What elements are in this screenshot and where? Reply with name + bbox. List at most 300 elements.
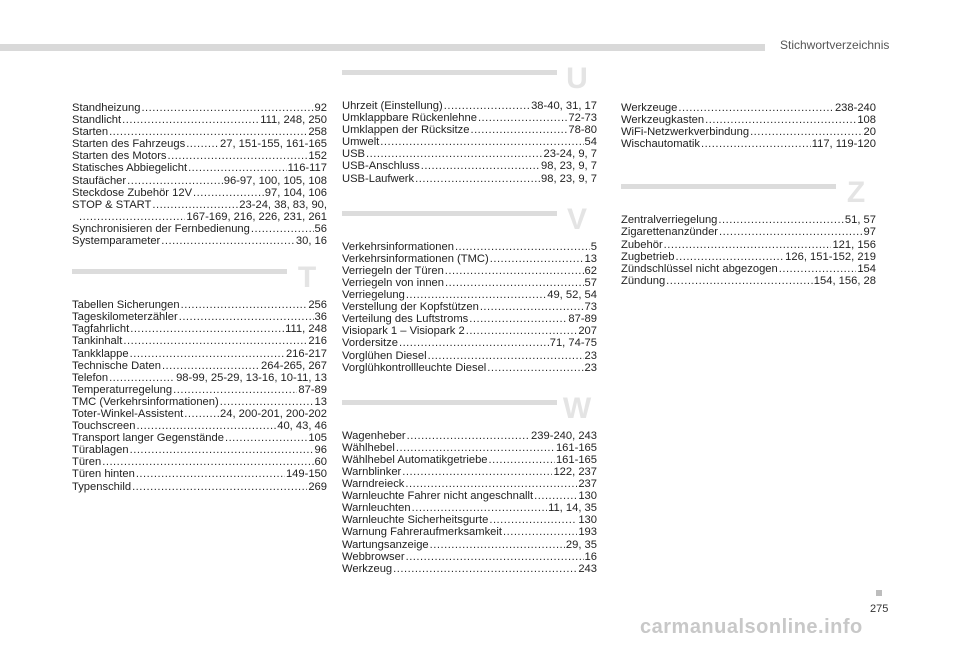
entry-term: Vorglühkontrollleuchte Diesel (342, 361, 487, 374)
section-header (621, 176, 876, 214)
entry-term: Wählhebel (342, 441, 395, 454)
entry-term: Verriegeln von innen (342, 276, 445, 289)
index-entry (72, 299, 327, 311)
section-rule (621, 184, 836, 189)
entry-page-refs: 96 (314, 444, 327, 457)
entry-term: Vorglühen Diesel (342, 349, 427, 362)
dot-leader (534, 490, 577, 502)
dot-leader (184, 408, 219, 420)
dot-leader (406, 289, 546, 301)
dot-leader (455, 241, 590, 253)
index-entry (621, 126, 876, 138)
entry-page-refs: 149-150 (285, 468, 327, 481)
entry-page-refs: 98, 23, 9, 7 (541, 172, 597, 185)
index-entry (342, 313, 597, 325)
index-entry (342, 454, 597, 466)
entry-term: Verstellung der Kopfstützen (342, 301, 479, 314)
entry-page-refs: 239-240, 243 (531, 429, 597, 442)
entry-term: Starten des Fahrzeugs (72, 138, 186, 151)
index-entry (342, 173, 597, 185)
entry-term: Warnleuchten (342, 502, 411, 515)
index-entry (342, 362, 597, 374)
index-entry (72, 223, 327, 235)
index-entry (72, 384, 327, 396)
dot-leader (470, 124, 567, 136)
entry-term: Typenschild (72, 480, 132, 493)
dot-leader (428, 350, 584, 362)
dot-leader (705, 114, 856, 126)
entry-page-refs: 117, 119-120 (811, 138, 876, 151)
index-entry (72, 126, 327, 138)
index-entry (72, 444, 327, 456)
entry-page-refs: 5 (590, 240, 597, 253)
entry-page-refs: 87-89 (568, 313, 597, 326)
entry-page-refs: 13 (584, 252, 597, 265)
dot-leader (402, 466, 552, 478)
dot-leader (466, 325, 578, 337)
dot-leader (132, 481, 307, 493)
entry-page-refs: 98-99, 25-29, 13-16, 10-11, 13 (176, 371, 327, 384)
entry-page-refs: 87-89 (298, 383, 327, 396)
entry-term: Synchronisieren der Fernbedienung (72, 222, 250, 235)
entry-page-refs: 16 (584, 550, 597, 563)
entry-term: Warnung Fahreraufmerksamkeit (342, 526, 502, 539)
index-entry (72, 199, 327, 211)
index-entry (72, 102, 327, 114)
index-entry (621, 226, 876, 238)
entry-term: STOP & START (72, 198, 152, 211)
index-section-u (342, 62, 597, 185)
index-entry (342, 112, 597, 124)
index-section-v (342, 202, 597, 374)
entry-term: Türen (72, 456, 102, 469)
dot-leader (162, 360, 260, 372)
index-entry (72, 114, 327, 126)
entry-term: TMC (Verkehrsinformationen) (72, 395, 219, 408)
entry-page-refs: 152 (308, 150, 327, 163)
index-entry (342, 337, 597, 349)
index-entry (342, 442, 597, 454)
section-header (342, 62, 597, 100)
index-entry (342, 241, 597, 253)
entry-page-refs: 97, 104, 106 (264, 186, 327, 199)
entry-page-refs: 38-40, 31, 17 (531, 100, 597, 112)
index-entry (72, 175, 327, 187)
index-entry (342, 100, 597, 112)
index-entry (342, 430, 597, 442)
dot-leader (220, 396, 314, 408)
dot-leader (719, 226, 863, 238)
entry-page-refs: 116-117 (287, 162, 327, 175)
dot-leader (168, 150, 308, 162)
entry-page-refs: 23 (584, 361, 597, 374)
index-section-z (621, 176, 876, 287)
dot-leader (188, 162, 287, 174)
entry-term: Warnblinker (342, 465, 402, 478)
dot-leader (130, 348, 285, 360)
entry-page-refs: 36 (314, 311, 327, 324)
entry-term: Standheizung (72, 102, 141, 114)
dot-leader (123, 335, 307, 347)
dot-leader (130, 323, 284, 335)
header-rule (0, 44, 765, 51)
index-entry (342, 350, 597, 362)
entry-page-refs: 161-165 (555, 441, 597, 454)
entry-term: Technische Daten (72, 359, 161, 372)
dot-leader (393, 563, 577, 575)
dot-leader (421, 160, 540, 172)
section-letter: V (566, 202, 587, 236)
index-entry (72, 372, 327, 384)
dot-leader (489, 454, 555, 466)
index-entry (72, 348, 327, 360)
entry-term: Steckdose Zubehör 12V (72, 186, 193, 199)
dot-leader (179, 311, 314, 323)
section-header (342, 391, 597, 430)
index-entry (72, 468, 327, 480)
entry-term: Werkzeug (342, 562, 393, 575)
entry-term: Verriegeln der Türen (342, 264, 444, 277)
page-number: 275 (870, 603, 889, 615)
entry-page-refs: 72-73 (568, 112, 597, 125)
entry-page-refs: 216-217 (285, 347, 327, 360)
entry-term: Werkzeuge (621, 102, 678, 114)
entry-page-refs: 57 (584, 276, 597, 289)
entry-page-refs: 20 (863, 126, 876, 139)
dot-leader (445, 265, 584, 277)
index-entry (342, 148, 597, 160)
dot-leader (701, 138, 811, 150)
index-entry-list (72, 299, 327, 493)
entry-page-refs: 207 (578, 325, 597, 338)
section-letter: W (562, 391, 592, 425)
entry-term: Tabellen Sicherungen (72, 299, 180, 312)
dot-leader (489, 514, 577, 526)
entry-page-refs: 130 (578, 490, 597, 503)
entry-page-refs: 54 (584, 136, 597, 149)
index-entry (342, 539, 597, 551)
dot-leader (469, 313, 567, 325)
entry-page-refs: 264-265, 267 (261, 359, 327, 372)
dot-leader (152, 199, 238, 211)
entry-page-refs: 126, 151-152, 219 (785, 250, 876, 263)
dot-leader (225, 432, 307, 444)
entry-term: Werkzeugkasten (621, 114, 705, 127)
dot-leader (406, 551, 584, 563)
index-entry (72, 360, 327, 372)
entry-term: Umwelt (342, 136, 380, 149)
section-letter: U (566, 62, 588, 95)
index-entry-list (342, 241, 597, 374)
entry-page-refs: 111, 248, 250 (260, 114, 327, 127)
index-entry (342, 466, 597, 478)
watermark: carmanualsonline.info (640, 616, 863, 638)
dot-leader (430, 539, 565, 551)
entry-term: Zigarettenanzünder (621, 226, 719, 239)
entry-term: Toter-Winkel-Assistent (72, 407, 184, 420)
entry-term: USB-Anschluss (342, 160, 420, 173)
dot-leader (779, 263, 857, 275)
entry-page-refs: 11, 14, 35 (548, 502, 597, 515)
entry-page-refs: 97 (863, 226, 876, 239)
dot-leader (415, 173, 540, 185)
dot-leader (79, 211, 185, 223)
index-section-w (342, 391, 597, 575)
entry-page-refs: 167-169, 216, 226, 231, 261 (186, 210, 327, 223)
index-entry (342, 551, 597, 563)
index-entry (621, 102, 876, 114)
index-entry (342, 301, 597, 313)
dot-leader (141, 102, 313, 114)
entry-page-refs: 243 (578, 562, 597, 575)
entry-page-refs: 92 (314, 102, 327, 114)
index-entry (342, 277, 597, 289)
entry-page-refs: 269 (308, 480, 327, 493)
index-entry (621, 114, 876, 126)
dot-leader (480, 301, 584, 313)
dot-leader (193, 187, 264, 199)
index-entry (342, 160, 597, 172)
entry-page-refs: 78-80 (568, 124, 597, 137)
index-entry (72, 311, 327, 323)
entry-term: Verkehrsinformationen (342, 240, 454, 253)
entry-term: Verkehrsinformationen (TMC) (342, 252, 489, 265)
index-entry (342, 325, 597, 337)
dot-leader (718, 214, 844, 226)
entry-page-refs: 60 (314, 456, 327, 469)
entry-page-refs: 40, 43, 46 (277, 420, 327, 433)
entry-page-refs: 258 (308, 126, 327, 139)
entry-page-refs: 256 (308, 299, 327, 312)
entry-term: Türen hinten (72, 468, 135, 481)
index-entry (72, 481, 327, 493)
entry-page-refs: 216 (308, 335, 327, 348)
entry-term: Vordersitze (342, 337, 398, 350)
index-entry (72, 456, 327, 468)
entry-term: Starten (72, 126, 109, 139)
dot-leader (251, 223, 314, 235)
dot-leader (487, 362, 583, 374)
index-entry (342, 265, 597, 277)
entry-page-refs: 193 (578, 526, 597, 539)
index-entry (342, 514, 597, 526)
entry-term: USB-Laufwerk (342, 172, 415, 185)
index-entry (342, 253, 597, 265)
index-entry (342, 490, 597, 502)
entry-term: Umklappen der Rücksitze (342, 124, 470, 137)
index-entry (342, 526, 597, 538)
index-entry (621, 239, 876, 251)
entry-term: Visiopark 1 – Visiopark 2 (342, 325, 465, 338)
dot-leader (109, 372, 175, 384)
entry-page-refs: 130 (578, 514, 597, 527)
dot-leader (444, 100, 530, 112)
dot-leader (136, 420, 276, 432)
index-entry (342, 563, 597, 575)
entry-page-refs: 62 (584, 264, 597, 277)
index-entry (621, 251, 876, 263)
index-entry (72, 335, 327, 347)
index-entry (72, 396, 327, 408)
entry-page-refs: 98, 23, 9, 7 (541, 160, 597, 173)
entry-term: USB (342, 148, 366, 161)
entry-page-refs: 73 (584, 301, 597, 314)
section-rule (72, 269, 287, 274)
index-entry-list (72, 102, 327, 247)
entry-term: Wartungsanzeige (342, 538, 429, 551)
section-letter: T (297, 261, 317, 295)
entry-page-refs: 51, 57 (844, 214, 876, 227)
entry-term: Tagfahrlicht (72, 323, 130, 336)
index-column-2 (342, 62, 597, 575)
dot-leader (503, 526, 577, 538)
entry-page-refs: 122, 237 (553, 465, 597, 478)
index-entry (72, 187, 327, 199)
dot-leader (750, 126, 862, 138)
index-column-3 (621, 102, 876, 287)
entry-term: Warnleuchte Sicherheitsgurte (342, 514, 489, 527)
entry-page-refs: 30, 16 (295, 235, 327, 248)
index-entry-list (621, 102, 876, 150)
entry-term: Tankklappe (72, 347, 129, 360)
entry-page-refs: 71, 74-75 (549, 337, 597, 350)
index-entry (342, 124, 597, 136)
dot-leader (122, 114, 259, 126)
index-entry (72, 150, 327, 162)
dot-leader (161, 235, 295, 247)
dot-leader (405, 478, 577, 490)
index-entry (72, 138, 327, 150)
entry-term: Temperaturregelung (72, 383, 173, 396)
entry-page-refs: 154, 156, 28 (813, 274, 876, 287)
index-entry-list (621, 214, 876, 287)
entry-term: Warndreieck (342, 478, 405, 491)
index-entry (621, 263, 876, 275)
dot-leader (366, 148, 542, 160)
dot-leader (478, 112, 567, 124)
entry-term: Transport langer Gegenstände (72, 432, 224, 445)
index-column-1 (72, 102, 327, 493)
page-marker (876, 590, 882, 596)
entry-term: Türablagen (72, 444, 129, 457)
index-entry (621, 275, 876, 287)
dot-leader (109, 126, 307, 138)
index-entry (342, 136, 597, 148)
entry-term: Verriegelung (342, 289, 405, 302)
entry-term: Standlicht (72, 114, 122, 127)
entry-term: Tageskilometerzähler (72, 311, 178, 324)
index-entry (72, 323, 327, 335)
dot-leader (445, 277, 584, 289)
entry-page-refs: 111, 248 (285, 323, 327, 336)
entry-page-refs: 29, 35 (565, 538, 597, 551)
entry-term: Zubehör (621, 238, 663, 251)
dot-leader (399, 337, 549, 349)
entry-page-refs: 27, 151-155, 161-165 (220, 138, 327, 151)
entry-page-refs: 105 (308, 432, 327, 445)
dot-leader (130, 444, 314, 456)
entry-term: Staufächer (72, 174, 127, 187)
entry-page-refs: 56 (314, 222, 327, 235)
index-entry (342, 478, 597, 490)
entry-page-refs: 24, 200-201, 200-202 (220, 407, 327, 420)
entry-term: Telefon (72, 371, 109, 384)
entry-page-refs: 108 (857, 114, 876, 127)
section-header (342, 202, 597, 241)
section-rule (342, 211, 557, 216)
section-rule (342, 400, 557, 405)
index-section (621, 102, 876, 150)
index-entry (72, 420, 327, 432)
dot-leader (127, 175, 223, 187)
entry-term: Zugbetrieb (621, 250, 675, 263)
entry-page-refs: 238-240 (834, 102, 876, 114)
dot-leader (666, 275, 813, 287)
entry-term: Wischautomatik (621, 138, 700, 151)
entry-page-refs: 23-24, 38, 83, 90, (239, 198, 327, 211)
entry-term: Touchscreen (72, 420, 136, 433)
entry-term: Umklappbare Rückenlehne (342, 112, 477, 125)
entry-term: Statisches Abbiegelicht (72, 162, 188, 175)
entry-term: Systemparameter (72, 235, 161, 248)
dot-leader (380, 136, 583, 148)
index-entry (621, 138, 876, 150)
dot-leader (396, 442, 555, 454)
entry-page-refs: 154 (857, 262, 876, 275)
section-header (72, 261, 327, 299)
index-entry (621, 214, 876, 226)
index-entry (342, 502, 597, 514)
entry-term: Zentralverriegelung (621, 214, 718, 227)
section-letter: Z (846, 176, 866, 210)
page-header-title: Stichwortverzeichnis (780, 38, 890, 52)
entry-page-refs: 13 (314, 395, 327, 408)
entry-page-refs: 237 (578, 478, 597, 491)
entry-term: Uhrzeit (Einstellung) (342, 100, 443, 112)
entry-page-refs: 23 (584, 349, 597, 362)
entry-term: Webbrowser (342, 550, 405, 563)
index-entry-list (342, 430, 597, 575)
entry-term: WiFi-Netzwerkverbindung (621, 126, 750, 139)
index-entry (72, 235, 327, 247)
dot-leader (407, 430, 530, 442)
entry-term: Wählhebel Automatikgetriebe (342, 453, 488, 466)
dot-leader (136, 468, 285, 480)
index-section (72, 102, 327, 247)
index-entry (72, 211, 327, 223)
entry-term: Verteilung des Luftstroms (342, 313, 469, 326)
entry-page-refs: 121, 156 (832, 238, 876, 251)
entry-term: Starten des Motors (72, 150, 167, 163)
entry-page-refs: 96-97, 100, 105, 108 (223, 174, 327, 187)
index-entry (72, 162, 327, 174)
dot-leader (181, 299, 308, 311)
dot-leader (412, 502, 547, 514)
entry-page-refs: 23-24, 9, 7 (543, 148, 597, 161)
entry-term: Wagenheber (342, 429, 406, 442)
index-entry (72, 432, 327, 444)
entry-page-refs: 161-165 (555, 453, 597, 466)
dot-leader (102, 456, 313, 468)
dot-leader (186, 138, 219, 150)
index-entry-list (342, 100, 597, 185)
entry-term: Warnleuchte Fahrer nicht angeschnallt (342, 490, 534, 503)
dot-leader (490, 253, 584, 265)
entry-page-refs: 49, 52, 54 (547, 289, 597, 302)
entry-term: Zündung (621, 274, 666, 287)
entry-term: Tankinhalt (72, 335, 123, 348)
index-entry (72, 408, 327, 420)
